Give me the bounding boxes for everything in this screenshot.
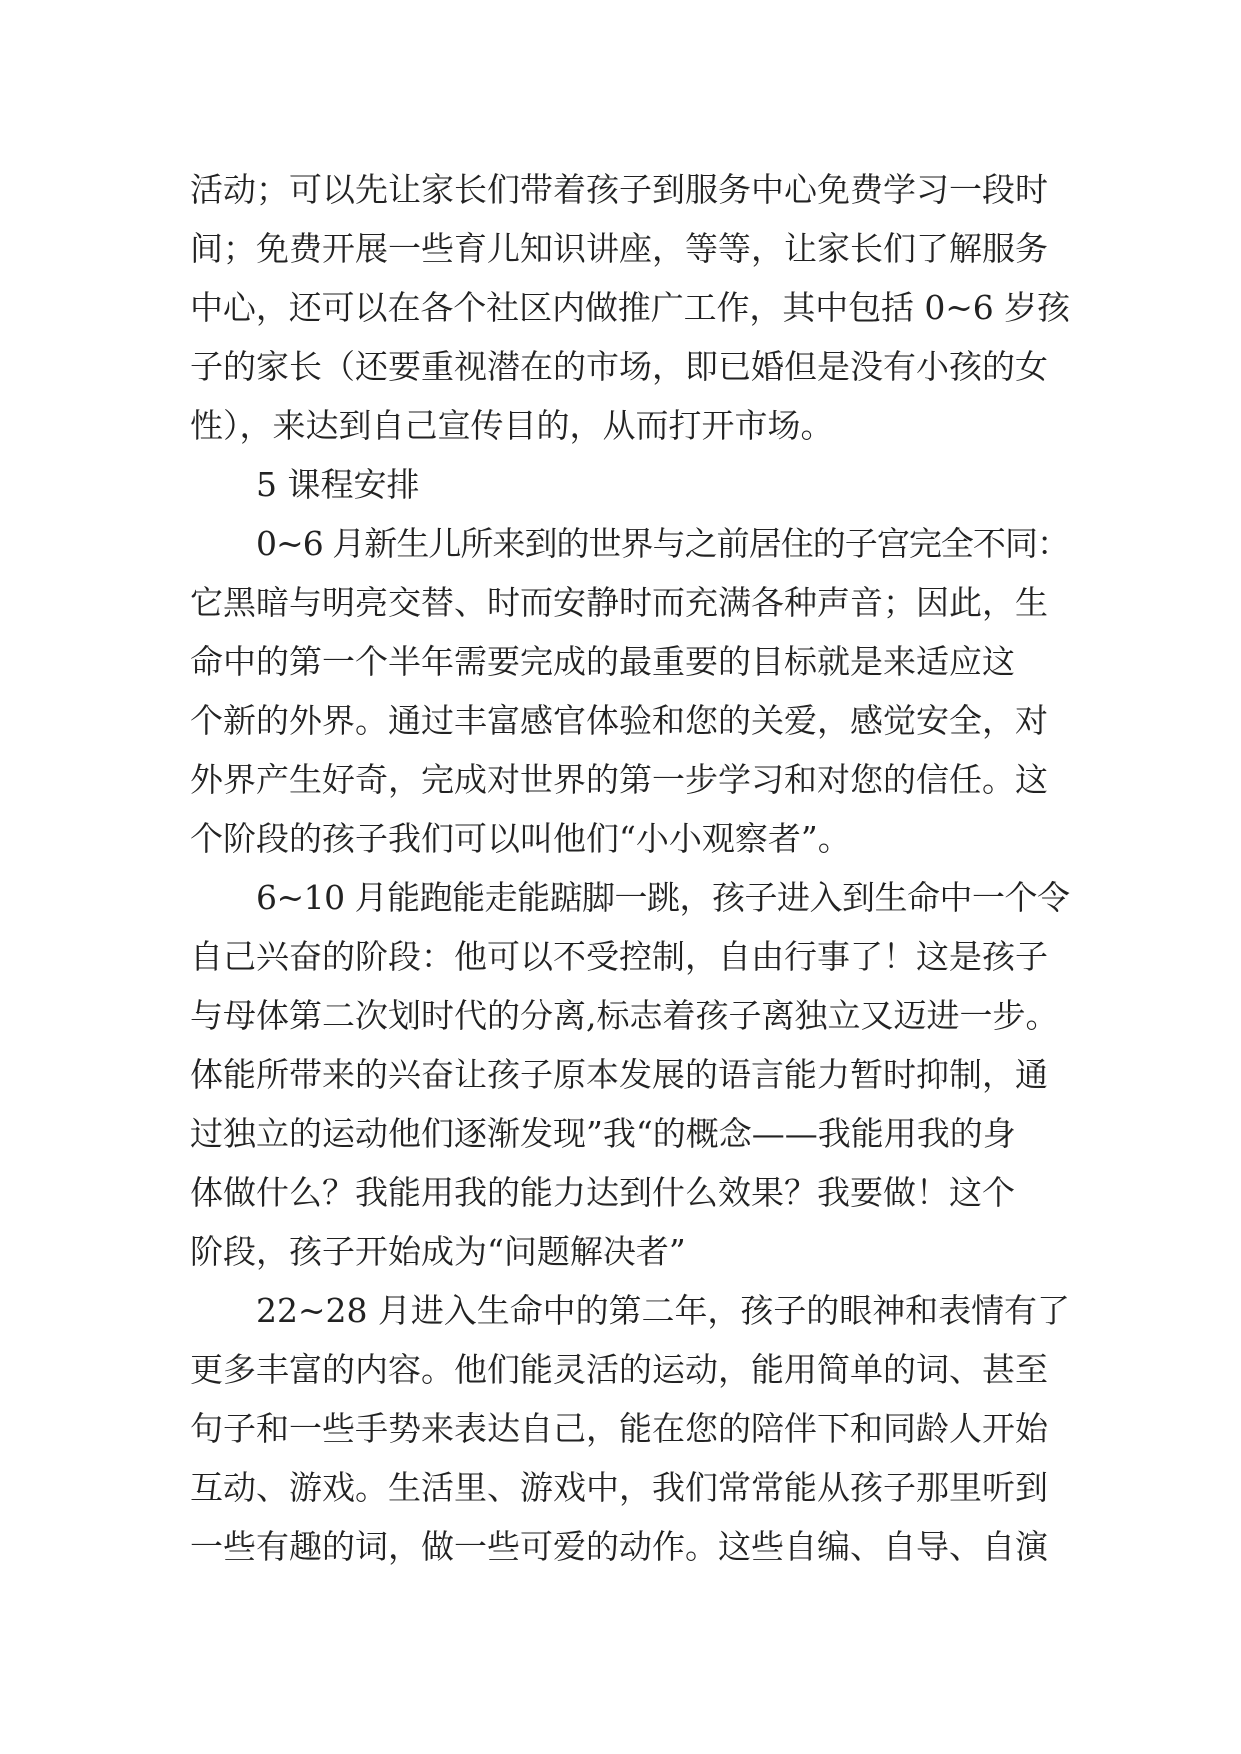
text-line: 互动、游戏。生活里、游戏中，我们常常能从孩子那里听到 [190, 1468, 1048, 1507]
text-line: 自己兴奋的阶段：他可以不受控制，自由行事了！这是孩子 [190, 937, 1048, 976]
text-line: 外界产生好奇，完成对世界的第一步学习和对您的信任。这 [190, 760, 1048, 799]
paragraph-first-line: 6~10 月能跑能走能踮脚一跳，孩子进入到生命中一个令 [256, 878, 1070, 917]
text-line: 更多丰富的内容。他们能灵活的运动，能用简单的词、甚至 [190, 1350, 1048, 1389]
document-body [190, 160, 1070, 1576]
text-line: 中心，还可以在各个社区内做推广工作，其中包括 0~6 岁孩 [190, 288, 1070, 327]
text-line: 个阶段的孩子我们可以叫他们“小小观察者”。 [190, 819, 851, 858]
section-heading: 5 课程安排 [256, 465, 420, 504]
text-line: 过独立的运动他们逐渐发现”我“的概念——我能用我的身 [190, 1114, 1016, 1153]
text-line: 一些有趣的词，做一些可爱的动作。这些自编、自导、自演 [190, 1527, 1048, 1566]
text-line: 句子和一些手势来表达自己，能在您的陪伴下和同龄人开始 [190, 1409, 1048, 1448]
text-line: 与母体第二次划时代的分离,标志着孩子离独立又迈进一步。 [190, 996, 1059, 1035]
text-line: 个新的外界。通过丰富感官体验和您的关爱，感觉安全，对 [190, 701, 1048, 740]
text-line: 间；免费开展一些育儿知识讲座，等等，让家长们了解服务 [190, 229, 1048, 268]
paragraph-first-line: 0~6 月新生儿所来到的世界与之前居住的子宫完全不同： [256, 524, 1070, 563]
text-line: 性），来达到自己宣传目的，从而打开市场。 [190, 406, 834, 445]
text-line: 体能所带来的兴奋让孩子原本发展的语言能力暂时抑制，通 [190, 1055, 1048, 1094]
text-line: 它黑暗与明亮交替、时而安静时而充满各种声音；因此，生 [190, 583, 1048, 622]
paragraph-first-line: 22~28 月进入生命中的第二年，孩子的眼神和表情有了 [256, 1291, 1070, 1330]
text-line: 体做什么？我能用我的能力达到什么效果？我要做！这个 [190, 1173, 1015, 1212]
text-line: 命中的第一个半年需要完成的最重要的目标就是来适应这 [190, 642, 1015, 681]
text-line: 子的家长（还要重视潜在的市场，即已婚但是没有小孩的女 [190, 347, 1048, 386]
text-line: 活动；可以先让家长们带着孩子到服务中心免费学习一段时 [190, 170, 1048, 209]
text-line: 阶段，孩子开始成为“问题解决者” [190, 1232, 686, 1271]
